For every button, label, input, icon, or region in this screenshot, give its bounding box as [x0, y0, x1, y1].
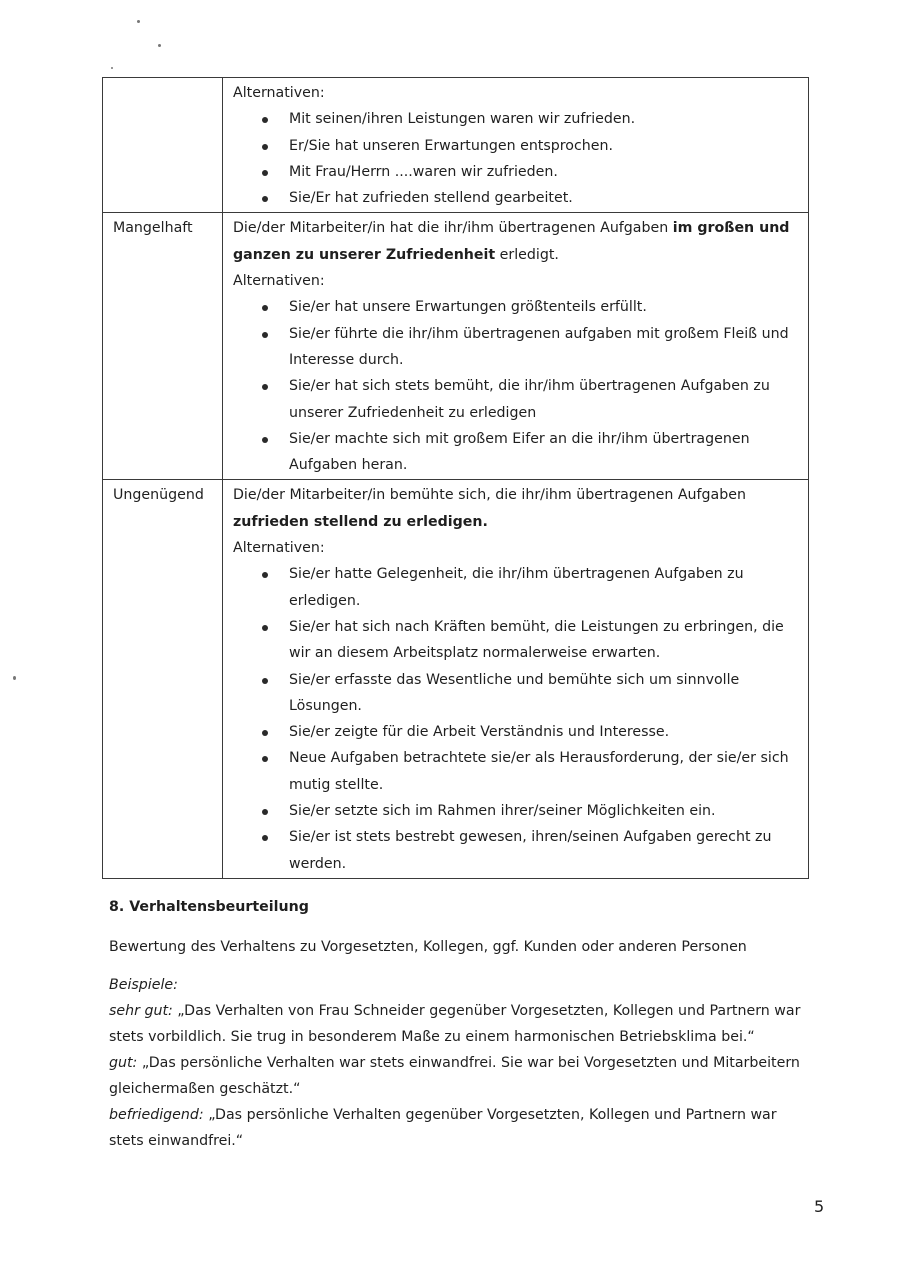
list-item: Sie/er ist stets bestrebt gewesen, ihren/seinen Aufgaben gerecht zu werden. [289, 824, 800, 877]
scan-speck [158, 44, 161, 47]
grade-statement [233, 215, 800, 268]
alternatives-label: Alternativen: [233, 540, 325, 557]
page-number: 5 [814, 1197, 825, 1216]
example-text: „Das persönliche Verhalten war stets einwandfrei. Sie war bei Vorgesetzten und Mitarbeitern gleichermaßen geschätzt.“ [109, 1055, 800, 1097]
statement-emphasis: zufrieden stellend zu erledigen. [233, 513, 488, 530]
list-item: Sie/er setzte sich im Rahmen ihrer/seiner Möglichkeiten ein. [289, 798, 800, 824]
example-paragraph [109, 998, 815, 1050]
list-item: Sie/Er hat zufrieden stellend gearbeitet. [289, 185, 800, 211]
grade-statement [233, 482, 800, 535]
example-grade: gut: [109, 1055, 138, 1071]
grade-content [223, 480, 809, 878]
grade-label: Mangelhaft [103, 213, 223, 480]
scan-speck [137, 20, 140, 23]
table-row [103, 213, 809, 480]
examples-label: Beispiele: [109, 977, 178, 993]
alternatives-label: Alternativen: [233, 85, 325, 101]
table-row [103, 480, 809, 878]
list-item: Sie/er hat sich stets bemüht, die ihr/ihm übertragenen Aufgaben zu unserer Zufriedenheit zu erledigen [289, 373, 800, 426]
list-item: Sie/er führte die ihr/ihm übertragenen aufgaben mit großem Fleiß und Interesse durch. [289, 321, 800, 374]
list-item: Mit seinen/ihren Leistungen waren wir zufrieden. [289, 106, 800, 132]
list-item: Sie/er hatte Gelegenheit, die ihr/ihm übertragenen Aufgaben zu erledigen. [289, 561, 800, 614]
grade-content [223, 213, 809, 480]
list-item: Sie/er zeigte für die Arbeit Verständnis und Interesse. [289, 719, 800, 745]
list-item: Neue Aufgaben betrachtete sie/er als Herausforderung, der sie/er sich mutig stellte. [289, 745, 800, 798]
scan-speck [111, 67, 113, 69]
alternatives-list [233, 106, 800, 211]
grading-table [102, 77, 809, 879]
scan-speck [13, 676, 16, 680]
list-item: Er/Sie hat unseren Erwartungen entsprochen. [289, 133, 800, 159]
example-grade: sehr gut: [109, 1003, 173, 1019]
example-text: „Das Verhalten von Frau Schneider gegenüber Vorgesetzten, Kollegen und Partnern war stets vorbildlich. Sie trug in besonderem Maße zu einem harmonischen Betriebsklima bei.“ [109, 1003, 801, 1045]
table-row [103, 78, 809, 213]
example-grade: befriedigend: [109, 1107, 204, 1123]
list-item: Sie/er machte sich mit großem Eifer an die ihr/ihm übertragenen Aufgaben heran. [289, 426, 800, 479]
list-item: Mit Frau/Herrn ....waren wir zufrieden. [289, 159, 800, 185]
alternatives-list [233, 294, 800, 478]
grade-label: Ungenügend [103, 480, 223, 878]
example-paragraph [109, 1102, 815, 1154]
statement-text: erledigt. [495, 246, 559, 263]
alternatives-label: Alternativen: [233, 273, 325, 290]
list-item: Sie/er hat sich nach Kräften bemüht, die Leistungen zu erbringen, die wir an diesem Arbeitsplatz normalerweise erwarten. [289, 614, 800, 667]
section-intro: Bewertung des Verhaltens zu Vorgesetzten, Kollegen, ggf. Kunden oder anderen Personen [109, 939, 747, 955]
section-heading: 8. Verhaltensbeurteilung [109, 899, 309, 915]
list-item: Sie/er erfasste das Wesentliche und bemühte sich um sinnvolle Lösungen. [289, 667, 800, 720]
list-item: Sie/er hat unsere Erwartungen größtenteils erfüllt. [289, 294, 800, 320]
statement-emphasis: im großen und ganzen zu unserer Zufriedenheit [233, 220, 790, 263]
alternatives-list [233, 561, 800, 877]
examples-block [109, 972, 815, 1154]
statement-text: Die/der Mitarbeiter/in hat die ihr/ihm übertragenen Aufgaben [233, 220, 673, 237]
example-text: „Das persönliche Verhalten gegenüber Vorgesetzten, Kollegen und Partnern war stets einwandfrei.“ [109, 1107, 777, 1149]
statement-text: Die/der Mitarbeiter/in bemühte sich, die ihr/ihm übertragenen Aufgaben [233, 487, 746, 504]
grade-label [103, 78, 223, 213]
example-paragraph [109, 1050, 815, 1102]
grade-content [223, 78, 809, 213]
